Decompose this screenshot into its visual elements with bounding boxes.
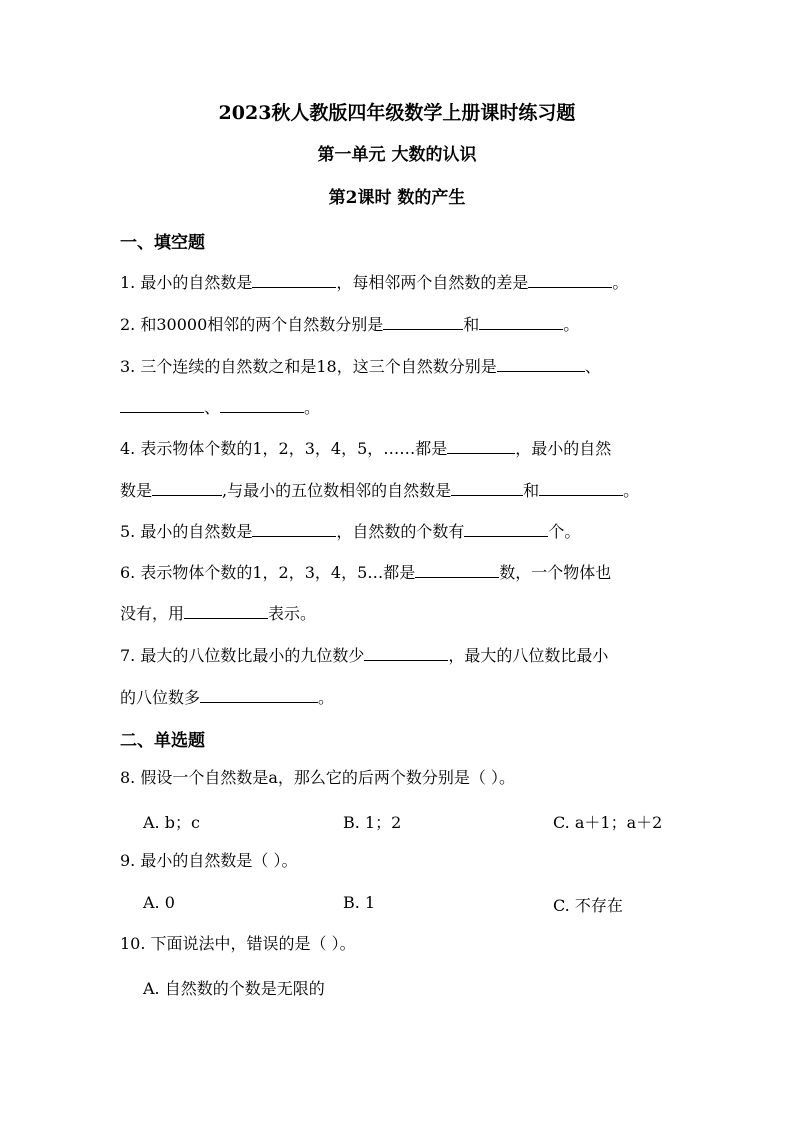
q7-blank-1[interactable] <box>364 643 448 661</box>
q3-blank-1[interactable] <box>497 354 585 372</box>
question-5 <box>120 519 580 542</box>
q5-text-b: ，自然数的个数有 <box>336 522 465 541</box>
question-6 <box>120 560 611 583</box>
question-6-cont <box>120 601 316 624</box>
q3-blank-2[interactable] <box>120 395 204 413</box>
q6-blank-2[interactable] <box>184 601 268 619</box>
question-7-cont <box>120 685 334 708</box>
q1-blank-1[interactable] <box>252 270 336 288</box>
section-single-choice-heading: 二、单选题 <box>120 731 205 751</box>
unit-title: 第一单元 大数的认识 <box>317 145 477 165</box>
q4-blank-4[interactable] <box>539 478 623 496</box>
worksheet-title: 2023秋人教版四年级数学上册课时练习题 <box>218 102 576 124</box>
question-8: 8. 假设一个自然数是a，那么它的后两个数分别是（ ）。 <box>120 768 515 787</box>
q1-text-b: ，每相邻两个自然数的差是 <box>336 273 529 292</box>
question-9: 9. 最小的自然数是（ ）。 <box>120 851 298 870</box>
q2-blank-1[interactable] <box>383 312 463 330</box>
q7-text-c: 的八位数多 <box>120 688 201 707</box>
q5-text-a: 5. 最小的自然数是 <box>120 522 253 541</box>
question-4 <box>120 436 611 459</box>
q6-text-d: 表示。 <box>268 604 317 623</box>
q2-blank-2[interactable] <box>479 312 563 330</box>
q3-text-c: 、 <box>204 398 221 417</box>
q4-blank-1[interactable] <box>447 436 515 454</box>
question-1 <box>120 270 628 293</box>
q10-option-a[interactable]: A. 自然数的个数是无限的 <box>143 979 325 998</box>
q2-text-a: 2. 和30000相邻的两个自然数分别是 <box>120 315 384 334</box>
question-3 <box>120 354 601 377</box>
question-2 <box>120 312 579 335</box>
question-4-cont <box>120 478 639 501</box>
question-3-cont <box>120 395 320 418</box>
q3-text-b: 、 <box>584 357 601 376</box>
q3-blank-3[interactable] <box>220 395 304 413</box>
q1-text-c: 。 <box>612 273 629 292</box>
q3-text-d: 。 <box>304 398 321 417</box>
q7-text-b: ，最大的八位数比最小 <box>448 646 609 665</box>
q2-text-c: 。 <box>563 315 580 334</box>
q5-blank-2[interactable] <box>464 519 548 537</box>
q2-text-b: 和 <box>463 315 480 334</box>
q4-blank-3[interactable] <box>451 478 523 496</box>
q5-text-c: 个。 <box>548 522 581 541</box>
q8-option-a[interactable]: A. b；c <box>143 813 200 832</box>
q1-text-a: 1. 最小的自然数是 <box>120 273 253 292</box>
q9-option-c[interactable]: C. 不存在 <box>553 896 623 915</box>
q4-text-c: 数是 <box>120 481 153 500</box>
q8-option-c[interactable]: C. a＋1；a＋2 <box>553 813 663 832</box>
q6-text-b: 数，一个物体也 <box>499 563 612 582</box>
q4-text-a: 4. 表示物体个数的1，2，3，4，5，……都是 <box>120 439 448 458</box>
q7-text-d: 。 <box>318 688 335 707</box>
q4-text-e: 和 <box>523 481 540 500</box>
q6-text-c: 没有，用 <box>120 604 185 623</box>
q5-blank-1[interactable] <box>252 519 336 537</box>
q7-text-a: 7. 最大的八位数比最小的九位数少 <box>120 646 365 665</box>
question-10: 10. 下面说法中，错误的是（ ）。 <box>120 934 356 953</box>
section-fill-blank-heading: 一、填空题 <box>120 233 205 253</box>
q9-option-b[interactable]: B. 1 <box>343 893 376 912</box>
q4-text-d: ,与最小的五位数相邻的自然数是 <box>222 481 452 500</box>
q4-text-b: ，最小的自然 <box>515 439 612 458</box>
q7-blank-2[interactable] <box>200 685 318 703</box>
q8-option-b[interactable]: B. 1；2 <box>343 813 402 832</box>
q1-blank-2[interactable] <box>528 270 612 288</box>
lesson-title: 第2课时 数的产生 <box>328 188 466 208</box>
q4-blank-2[interactable] <box>152 478 222 496</box>
q6-blank-1[interactable] <box>415 560 499 578</box>
question-7 <box>120 643 608 666</box>
q3-text-a: 3. 三个连续的自然数之和是18，这三个自然数分别是 <box>120 357 497 376</box>
q4-text-f: 。 <box>623 481 640 500</box>
q6-text-a: 6. 表示物体个数的1，2，3，4，5…都是 <box>120 563 416 582</box>
q9-option-a[interactable]: A. 0 <box>143 893 175 912</box>
